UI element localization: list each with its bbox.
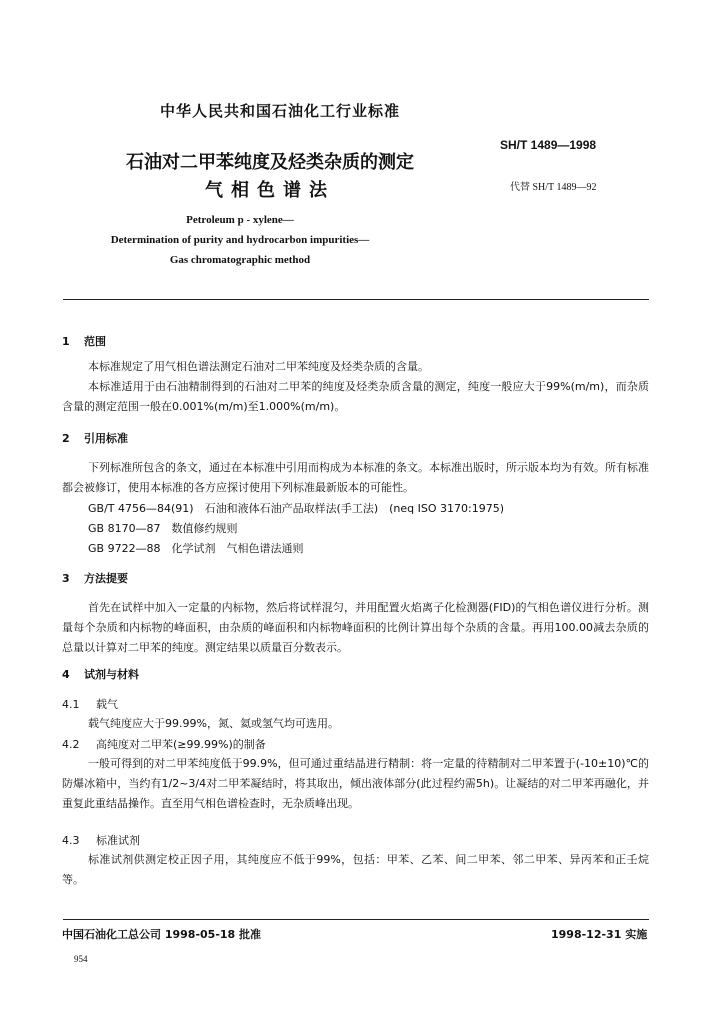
subsection-4-3-paragraph: 标准试剂供测定校正因子用，其纯度应不低于99%，包括：甲苯、乙苯、间二甲苯、邻二甲苯、异丙苯和正壬烷等。 [62,853,649,886]
subsection-4-1-heading [62,696,118,712]
subsection-number: 4.2 [62,738,80,751]
header-divider [63,299,649,300]
section-2-heading [62,430,128,446]
subsection-4-3-heading [62,832,140,848]
section-title: 方法提要 [84,572,128,585]
reference-item: GB 8170—87 数值修约规则 [88,522,238,535]
issuing-organization: 中华人民共和国石油化工行业标准 [159,102,400,120]
subsection-number: 4.3 [62,834,80,847]
section-title: 试剂与材料 [84,668,139,681]
subsection-number: 4.1 [62,698,80,711]
subsection-4-2-paragraph: 一般可得到的对二甲苯纯度低于99.9%，但可通过重结晶进行精制：将一定量的待精制对二甲苯置于(-10±10)℃的防爆冰箱中，当约有1/2~3/4对二甲苯凝结时，将其取出，倾出液体部分(此过程约需5h)。让凝结的对二甲苯再融化，并重复此重结晶操作。直至用气相色谱检查时，无杂质峰出现。 [62,757,649,810]
subsection-title: 载气 [96,698,118,711]
section-3-heading [62,570,128,586]
section-4-heading [62,666,139,682]
replaces-standard: 代替 SH/T 1489—92 [510,182,597,193]
english-title-line3: Gas chromatographic method [169,254,311,266]
subsection-4-2-heading [62,736,266,752]
section-number: 3 [62,572,70,585]
section-number: 1 [62,335,70,348]
section-title: 范围 [84,335,106,348]
standard-number: SH/T 1489—1998 [500,138,597,152]
section-number: 2 [62,432,70,445]
subsection-title: 标准试剂 [96,834,140,847]
section-number: 4 [62,668,70,681]
subsection-4-1-paragraph: 载气纯度应大于99.99%，氮、氦或氢气均可选用。 [88,717,339,730]
page-number: 954 [74,954,88,964]
effective-date: 1998-12-31 实施 [551,928,648,941]
section-2-paragraph-1: 下列标准所包含的条文，通过在本标准中引用而构成为本标准的条文。本标准出版时，所示版本均为有效。所有标准都会被修订，使用本标准的各方应探讨使用下列标准最新版本的可能性。 [62,461,649,494]
reference-item: GB/T 4756—84(91) 石油和液体石油产品取样法(手工法) (neq ISO 3170:1975) [88,502,505,515]
section-1-heading [62,333,106,349]
subsection-title: 高纯度对二甲苯(≥99.99%)的制备 [96,738,266,751]
document-title-line2: 气相色谱法 [205,180,335,201]
approval-info: 中国石油化工总公司 1998-05-18 批准 [62,928,262,941]
document-title-line1: 石油对二甲苯纯度及烃类杂质的测定 [126,152,414,173]
section-3-paragraph-1: 首先在试样中加入一定量的内标物，然后将试样混匀，并用配置火焰离子化检测器(FID)的气相色谱仪进行分析。测量每个杂质和内标物的峰面积，由杂质的峰面积和内标物峰面积的比例计算出每个杂质的含量。再用100.00减去杂质的总量以计算对二甲苯的纯度。测定结果以质量百分数表示。 [62,601,649,654]
footer-divider [63,919,649,920]
section-1-paragraph-1: 本标准规定了用气相色谱法测定石油对二甲苯纯度及烃类杂质的含量。 [88,360,429,373]
reference-item: GB 9722—88 化学试剂 气相色谱法通则 [88,542,304,555]
section-1-paragraph-2: 本标准适用于由石油精制得到的石油对二甲苯的纯度及烃类杂质含量的测定，纯度一般应大于99%(m/m)，而杂质含量的测定范围一般在0.001%(m/m)至1.000%(m/m)。 [62,380,649,413]
english-title-line1: Petroleum p - xylene— [186,214,294,226]
section-title: 引用标准 [84,432,128,445]
english-title-line2: Determination of purity and hydrocarbon impurities— [110,234,370,246]
